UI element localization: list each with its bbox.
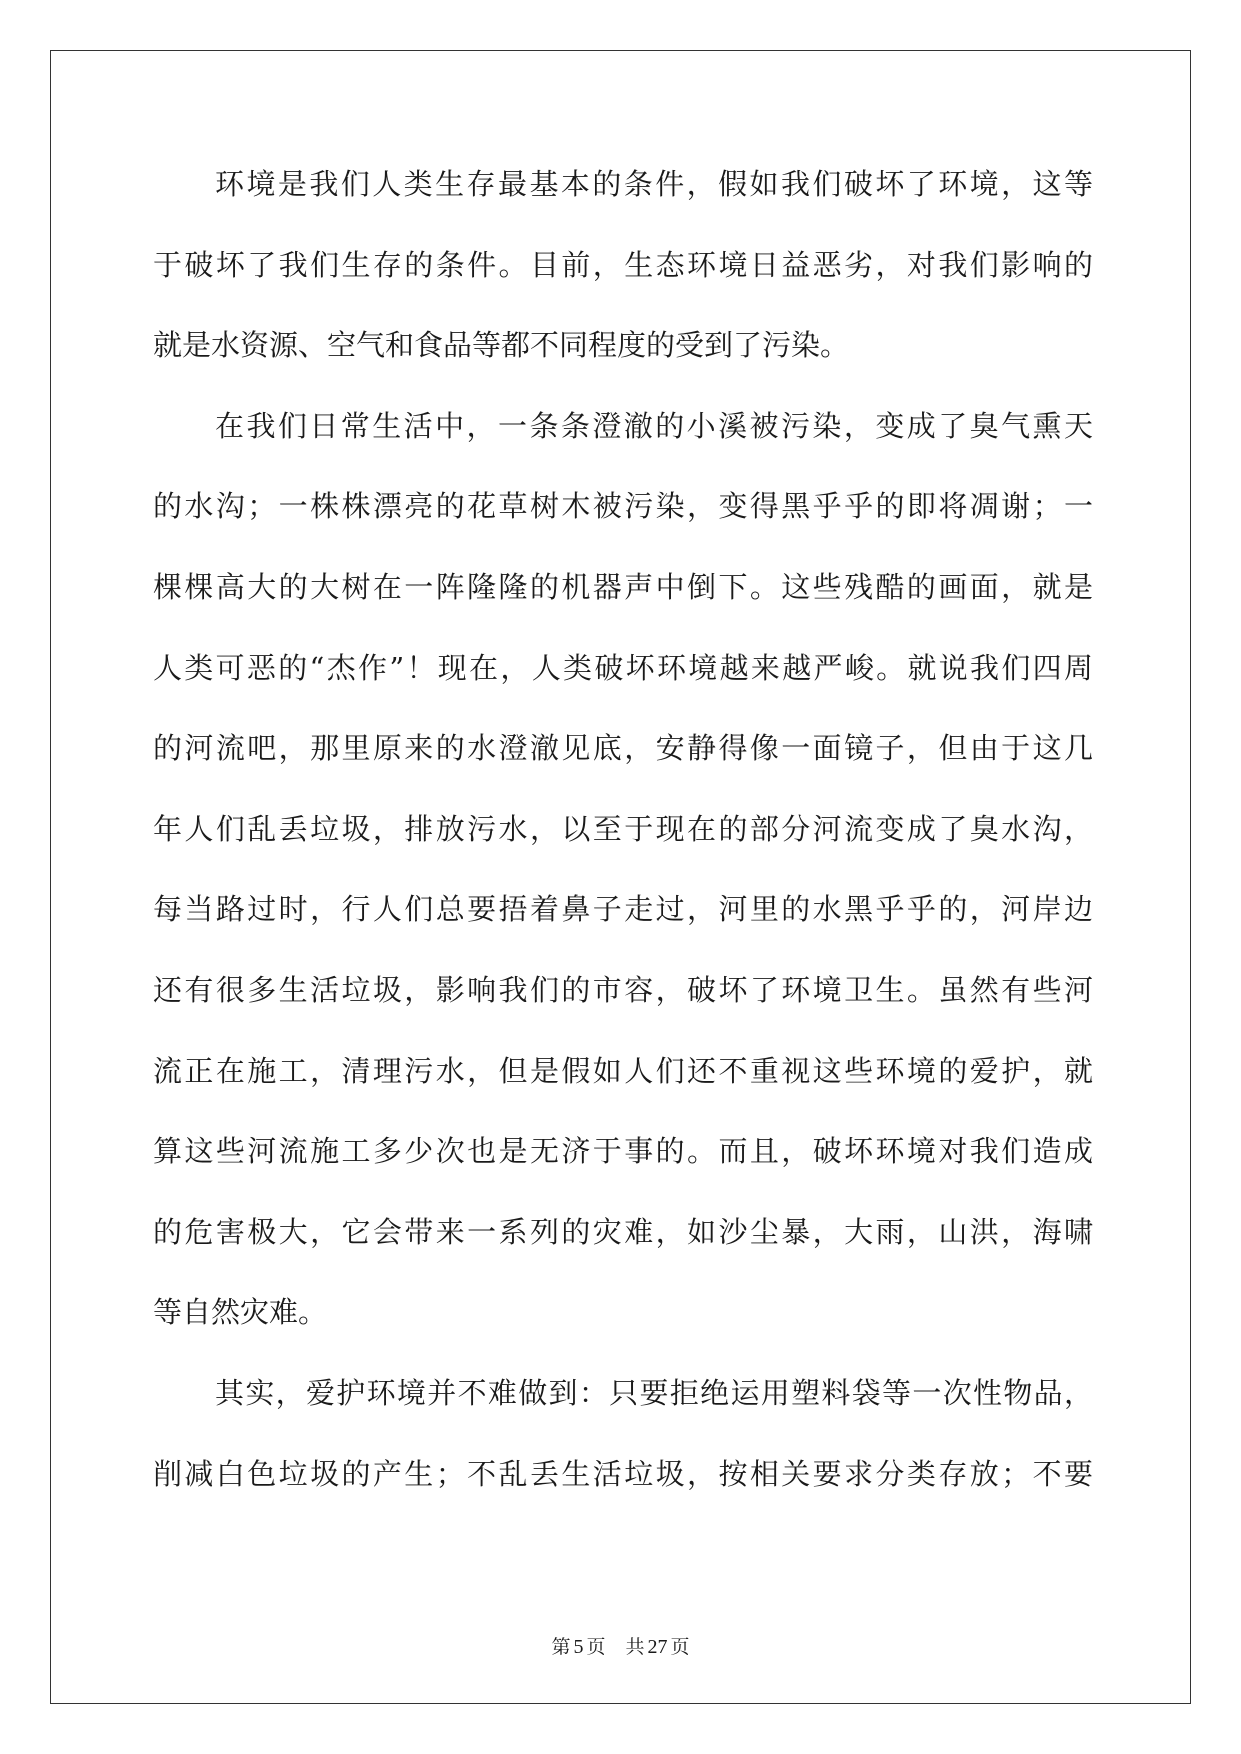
footer-page-suffix: 页: [586, 1636, 606, 1658]
paragraph-2-line-9: 流正在施工，清理污水，但是假如人们还不重视这些环境的爱护，就: [153, 1053, 1093, 1088]
paragraph-2-line-6: 年人们乱丢垃圾，排放污水，以至于现在的部分河流变成了臭水沟，: [153, 811, 1093, 846]
paragraph-2-line-2: 的水沟；一株株漂亮的花草树木被污染，变得黑乎乎的即将凋谢；一: [153, 489, 1093, 524]
footer-total-prefix: 共: [625, 1636, 645, 1658]
paragraph-2-line-1: 在我们日常生活中，一条条澄澈的小溪被污染，变成了臭气熏天: [215, 408, 1093, 443]
paragraph-2-line-5: 的河流吧，那里原来的水澄澈见底，安静得像一面镜子，但由于这几: [153, 731, 1093, 766]
paragraph-2-line-3: 棵棵高大的大树在一阵隆隆的机器声中倒下。这些残酷的画面，就是: [153, 569, 1093, 604]
document-body: [153, 166, 1093, 1536]
paragraph-3-line-2: 削减白色垃圾的产生；不乱丢生活垃圾，按相关要求分类存放；不要: [153, 1456, 1093, 1491]
paragraph-1-line-1: 环境是我们人类生存最基本的条件，假如我们破坏了环境，这等: [215, 167, 1093, 201]
page-footer: [0, 1632, 1241, 1659]
footer-page-number: 5: [573, 1636, 584, 1658]
paragraph-2-line-7: 每当路过时，行人们总要捂着鼻子走过，河里的水黑乎乎的，河岸边: [153, 892, 1093, 927]
paragraph-2-line-11: 的危害极大，它会带来一系列的灾难，如沙尘暴，大雨，山洪，海啸: [153, 1214, 1093, 1249]
paragraph-1-line-2: 于破坏了我们生存的条件。目前，生态环境日益恶劣，对我们影响的: [153, 247, 1093, 282]
paragraph-2-line-8: 还有很多生活垃圾，影响我们的市容，破坏了环境卫生。虽然有些河: [153, 972, 1093, 1007]
paragraph-1-line-3: 就是水资源、空气和食品等都不同程度的受到了污染。: [153, 328, 850, 363]
paragraph-2-line-12: 等自然灾难。: [153, 1295, 328, 1330]
footer-total-suffix: 页: [670, 1636, 690, 1658]
paragraph-3-line-1: 其实，爱护环境并不难做到：只要拒绝运用塑料袋等一次性物品，: [215, 1375, 1093, 1410]
paragraph-2-line-4: 人类可恶的“杰作”！现在，人类破坏环境越来越严峻。就说我们四周: [153, 650, 1093, 685]
paragraph-2-line-10: 算这些河流施工多少次也是无济于事的。而且，破坏环境对我们造成: [153, 1134, 1093, 1169]
footer-page-prefix: 第: [551, 1636, 571, 1658]
footer-total-pages: 27: [647, 1636, 668, 1658]
